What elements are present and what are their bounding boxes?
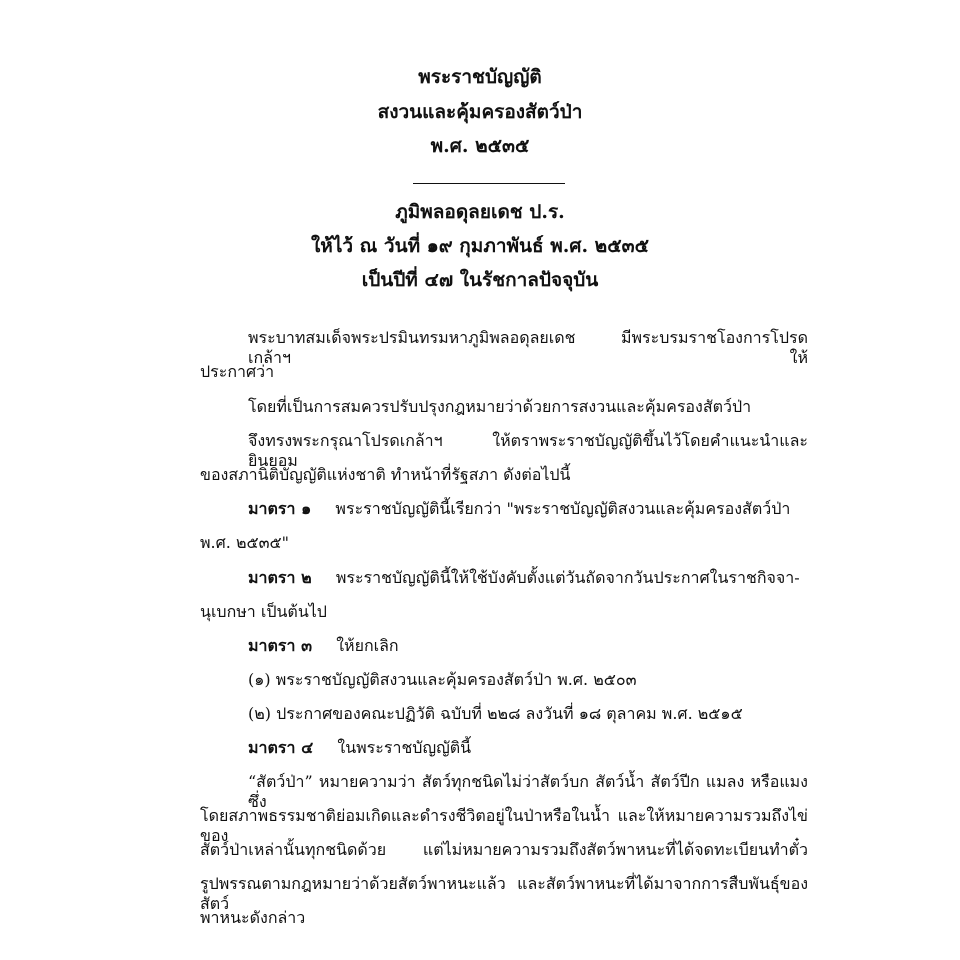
act-year: พ.ศ. ๒๕๓๕ xyxy=(430,135,530,157)
section-1-text-a: พระราชบัญญัตินี้เรียกว่า "พระราชบัญญัติสงวนและคุ้มครองสัตว์ป่า xyxy=(335,499,791,518)
section-3-item-1: (๑) พระราชบัญญัติสงวนและคุ้มครองสัตว์ป่า พ.ศ. ๒๕๐๓ xyxy=(248,670,637,689)
section-1-label: มาตรา ๑ xyxy=(248,499,312,518)
preamble-line-3b: ของสภานิติบัญญัติแห่งชาติ ทำหน้าที่รัฐสภา ดังต่อไปนี้ xyxy=(200,465,571,484)
definition-line-d: รูปพรรณตามกฎหมายว่าด้วยสัตว์พาหนะแล้ว และสัตว์พาหนะที่ได้มาจากการสืบพันธุ์ของสัตว์ xyxy=(200,874,808,913)
act-title: พระราชบัญญัติ xyxy=(418,66,542,88)
section-1-line-a xyxy=(248,499,790,519)
section-3-text: ให้ยกเลิก xyxy=(336,636,399,655)
section-1-text-b: พ.ศ. ๒๕๓๕" xyxy=(200,533,290,552)
definition-line-a: “สัตว์ป่า” หมายความว่า สัตว์ทุกชนิดไม่ว่าสัตว์บก สัตว์น้ำ สัตว์ปีก แมลง หรือแมง ซึ่ง xyxy=(248,772,808,811)
reign-year: เป็นปีที่ ๔๗ ในรัชกาลปัจจุบัน xyxy=(361,269,599,291)
preamble-line-1a: พระบาทสมเด็จพระปรมินทรมหาภูมิพลอดุลยเดช มีพระบรมราชโองการโปรดเกล้าฯ ให้ xyxy=(248,328,808,367)
preamble-line-2: โดยที่เป็นการสมควรปรับปรุงกฎหมายว่าด้วยการสงวนและคุ้มครองสัตว์ป่า xyxy=(248,397,752,416)
given-date: ให้ไว้ ณ วันที่ ๑๙ กุมภาพันธ์ พ.ศ. ๒๕๓๕ xyxy=(311,235,649,257)
section-3-line xyxy=(248,636,399,656)
act-subject: สงวนและคุ้มครองสัตว์ป่า xyxy=(377,101,583,123)
section-2-text-a: พระราชบัญญัตินี้ให้ใช้บังคับตั้งแต่วันถัดจากวันประกาศในราชกิจจา- xyxy=(335,568,800,587)
section-4-label: มาตรา ๔ xyxy=(248,738,314,757)
section-2-label: มาตรา ๒ xyxy=(248,568,312,587)
section-2-text-b: นุเบกษา เป็นต้นไป xyxy=(200,602,327,621)
definition-line-b: โดยสภาพธรรมชาติย่อมเกิดและดำรงชีวิตอยู่ในป่าหรือในน้ำ และให้หมายความรวมถึงไข่ของ xyxy=(200,806,808,845)
section-3-label: มาตรา ๓ xyxy=(248,636,313,655)
definition-line-e: พาหนะดังกล่าว xyxy=(200,908,306,927)
preamble-line-1b: ประกาศว่า xyxy=(200,362,275,381)
section-3-item-2: (๒) ประกาศของคณะปฏิวัติ ฉบับที่ ๒๒๘ ลงวันที่ ๑๘ ตุลาคม พ.ศ. ๒๕๑๕ xyxy=(248,704,743,723)
monarch-signature-line: ภูมิพลอดุลยเดช ป.ร. xyxy=(395,201,565,223)
title-divider xyxy=(413,183,565,184)
definition-line-c: สัตว์ป่าเหล่านั้นทุกชนิดด้วย แต่ไม่หมายความรวมถึงสัตว์พาหนะที่ได้จดทะเบียนทำตั๋ว xyxy=(200,840,808,859)
preamble-line-3a: จึงทรงพระกรุณาโปรดเกล้าฯ ให้ตราพระราชบัญญัติขึ้นไว้โดยคำแนะนำและยินยอม xyxy=(248,431,808,470)
section-4-line xyxy=(248,738,471,758)
section-4-text: ในพระราชบัญญัตินี้ xyxy=(337,738,472,757)
section-2-line-a xyxy=(248,568,800,588)
